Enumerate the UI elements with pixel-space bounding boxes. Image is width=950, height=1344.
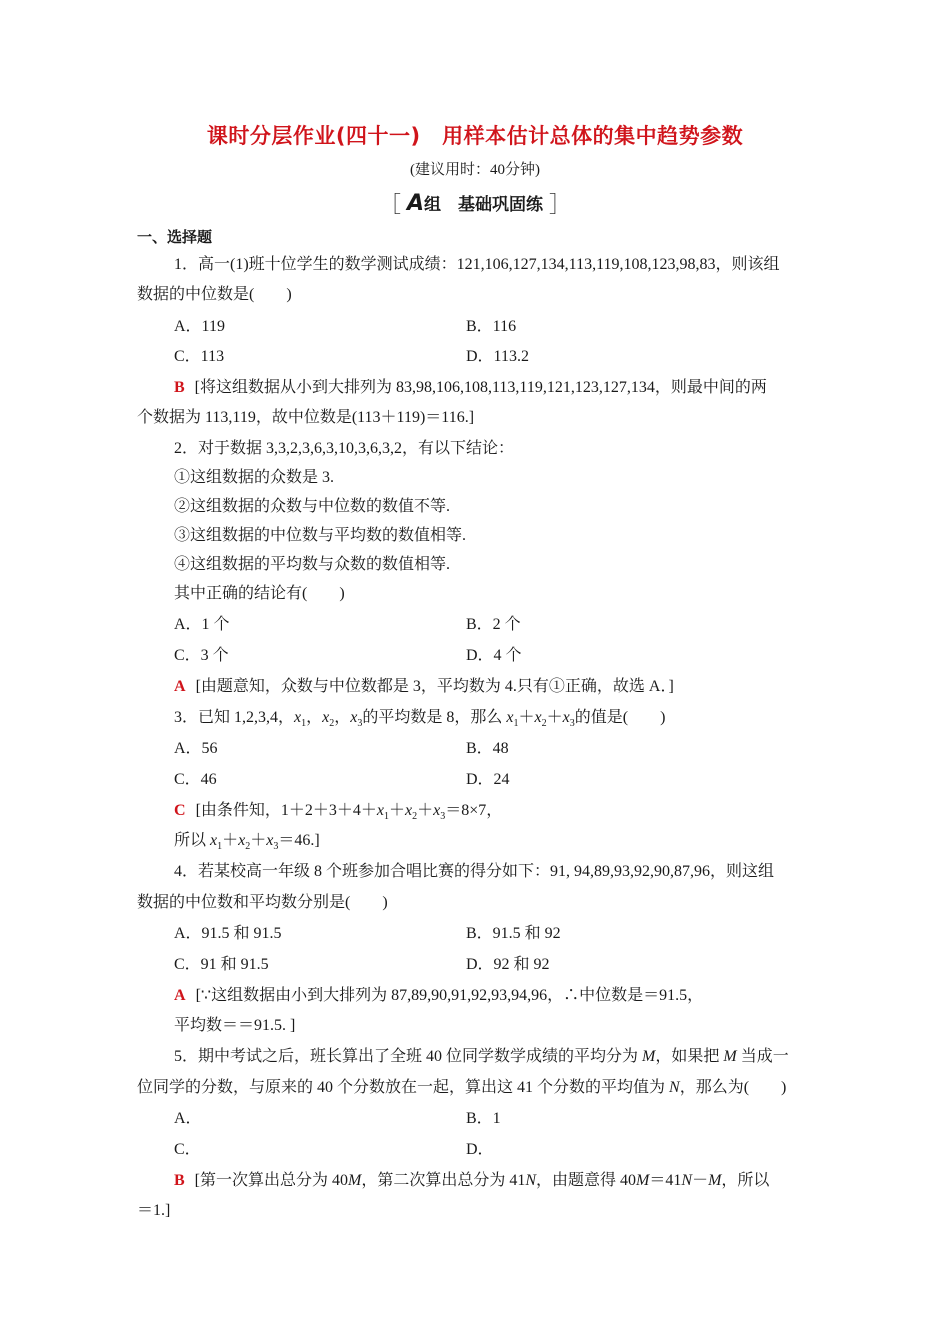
comma: ， [334, 709, 351, 726]
q2-option-d: D．4 个 [466, 647, 522, 664]
q3-explanation-end: ＝46.] [278, 832, 320, 849]
right-bracket: ］ [548, 193, 571, 218]
var-x: x [238, 832, 246, 849]
q3-option-d: D．24 [466, 771, 510, 788]
var-m: M [723, 1048, 737, 1065]
q2-stem: 2．对于数据 3,3,2,3,6,3,10,3,6,3,2，有以下结论： [174, 440, 515, 457]
q5-option-d: D． [466, 1141, 494, 1158]
group-label: 组 基础巩固练 [424, 195, 544, 215]
q2-statement-3: ③这组数据的中位数与平均数的数值相等. [174, 527, 467, 544]
q4-option-d: D．92 和 92 [466, 956, 550, 973]
q2-option-b: B．2 个 [466, 616, 521, 633]
group-heading [0, 188, 950, 219]
q2-option-c: C．3 个 [174, 647, 229, 664]
q5-explanation-text: ，由题意得 40 [536, 1172, 637, 1189]
var-x: x [294, 709, 302, 726]
var-x: x [376, 802, 385, 819]
q5-explanation-cont: ＝1.] [137, 1202, 171, 1219]
var-x: x [562, 709, 570, 726]
q3-stem-text: 3．已知 1,2,3,4， [174, 709, 295, 726]
q1-option-c: C．113 [174, 348, 225, 365]
q1-explanation [174, 377, 767, 399]
q2-answer: A [174, 678, 186, 695]
var-x: x [210, 832, 218, 849]
plus: ＋ [518, 709, 535, 726]
q5-explanation [174, 1170, 769, 1192]
equals: ＝41 [649, 1172, 682, 1189]
sub-2: 2 [412, 811, 418, 823]
q4-explanation-text: [∵这组数据由小到大排列为 87,89,90,91,92,93,94,96，∴中位数是＝91.5， [195, 987, 704, 1004]
q1-option-d: D．113.2 [466, 348, 529, 365]
plus: ＋ [417, 802, 434, 819]
q5-option-c: C． [174, 1141, 201, 1158]
var-x: x [433, 802, 441, 819]
var-x: x [266, 832, 274, 849]
q1-option-b: B．116 [466, 318, 517, 335]
var-x: x [506, 709, 514, 726]
var-x: x [405, 802, 413, 819]
var-n: N [525, 1172, 537, 1189]
var-n: N [681, 1172, 693, 1189]
plus: ＋ [389, 802, 406, 819]
sub-1: 1 [513, 718, 519, 730]
sub-2: 2 [329, 718, 335, 730]
section-heading: 一、选择题 [137, 228, 213, 246]
q2-statement-1: ①这组数据的众数是 3. [174, 469, 335, 486]
sub-1: 1 [384, 811, 390, 823]
q3-option-b: B．48 [466, 740, 509, 757]
q5-stem-text: 5．期中考试之后，班长算出了全班 40 位同学数学成绩的平均分为 [174, 1048, 643, 1065]
q1-answer: B [174, 379, 185, 396]
var-x: x [322, 709, 330, 726]
q2-explanation [174, 676, 674, 698]
q2-statement-4: ④这组数据的平均数与众数的数值相等. [174, 556, 451, 573]
q3-stem-end: 的值是( ) [574, 709, 666, 726]
sub-3: 3 [273, 841, 279, 853]
sub-3: 3 [357, 718, 363, 730]
group-letter: A [406, 191, 425, 216]
plus: ＋ [222, 832, 239, 849]
q5-stem-text: 位同学的分数，与原来的 40 个分数放在一起，算出这 41 个分数的平均值为 [137, 1079, 670, 1096]
q3-explanation [174, 800, 502, 828]
q1-explanation-text: [将这组数据从小到大排列为 83,98,106,108,113,119,121,123,127,134，则最中间的两 [194, 379, 767, 396]
var-m: M [642, 1048, 656, 1065]
q1-explanation-cont: 个数据为 113,119，故中位数是(113＋119)＝116.] [137, 409, 475, 426]
q4-explanation [174, 985, 703, 1007]
q5-option-b: B．1 [466, 1110, 501, 1127]
q5-option-a: A． [174, 1110, 202, 1127]
q3-answer: C [174, 802, 186, 819]
q3-stem-mid: 的平均数是 8，那么 [362, 709, 507, 726]
q2-option-a: A．1 个 [174, 616, 230, 633]
q5-explanation-text: [第一次算出总分为 40 [194, 1172, 349, 1189]
q4-option-a: A．91.5 和 91.5 [174, 925, 282, 942]
q4-option-c: C．91 和 91.5 [174, 956, 269, 973]
q5-explanation-text: ，所以 [721, 1172, 770, 1189]
q5-explanation-text: ，第二次算出总分为 41 [361, 1172, 526, 1189]
var-m: M [708, 1172, 722, 1189]
suggested-time: (建议用时：40分钟) [410, 162, 540, 178]
var-n: N [669, 1079, 680, 1096]
q3-explanation-end: ＝8×7， [445, 802, 503, 819]
sub-3: 3 [569, 718, 575, 730]
minus: － [692, 1172, 709, 1189]
q5-stem-text: ，那么为( ) [679, 1079, 787, 1096]
q1-stem-cont: 数据的中位数是( ) [137, 286, 292, 303]
sub-1: 1 [301, 718, 307, 730]
q3-stem [174, 707, 665, 735]
sub-2: 2 [245, 841, 251, 853]
left-bracket: ［ [379, 193, 402, 218]
sub-1: 1 [217, 841, 223, 853]
q5-stem-text: ，如果把 [655, 1048, 724, 1065]
q1-stem: 1．高一(1)班十位学生的数学测试成绩：121,106,127,134,113,119,108,123,98,83，则该组 [174, 256, 780, 273]
q2-statement-2: ②这组数据的众数与中位数的数值不等. [174, 498, 451, 515]
var-x: x [534, 709, 542, 726]
q2-question: 其中正确的结论有( ) [174, 585, 345, 602]
q5-stem-text: 当成一 [736, 1048, 789, 1065]
q4-explanation-cont: 平均数＝＝91.5. ] [174, 1017, 296, 1034]
q5-stem-cont [137, 1077, 786, 1099]
sub-3: 3 [440, 811, 446, 823]
comma: ， [306, 709, 323, 726]
var-m: M [348, 1172, 362, 1189]
var-m: M [636, 1172, 650, 1189]
q4-option-b: B．91.5 和 92 [466, 925, 561, 942]
plus: ＋ [546, 709, 563, 726]
q4-stem: 4．若某校高一年级 8 个班参加合唱比赛的得分如下：91, 94,89,93,92,90,87,96，则这组 [174, 863, 775, 880]
q5-stem [174, 1046, 789, 1068]
q3-option-a: A．56 [174, 740, 218, 757]
q2-explanation-text: [由题意知，众数与中位数都是 3，平均数为 4.只有①正确，故选 A．] [195, 678, 674, 695]
q4-answer: A [174, 987, 186, 1004]
sub-2: 2 [541, 718, 547, 730]
q3-explanation-cont [174, 830, 320, 858]
q5-answer: B [174, 1172, 185, 1189]
var-x: x [350, 709, 358, 726]
q3-explanation-text: [由条件知，1＋2＋3＋4＋ [195, 802, 377, 819]
plus: ＋ [250, 832, 267, 849]
q3-explanation-text: 所以 [174, 832, 211, 849]
q4-stem-cont: 数据的中位数和平均数分别是( ) [137, 894, 388, 911]
page-title: 课时分层作业(四十一) 用样本估计总体的集中趋势参数 [206, 124, 744, 148]
q3-option-c: C．46 [174, 771, 217, 788]
q1-option-a: A．119 [174, 318, 225, 335]
